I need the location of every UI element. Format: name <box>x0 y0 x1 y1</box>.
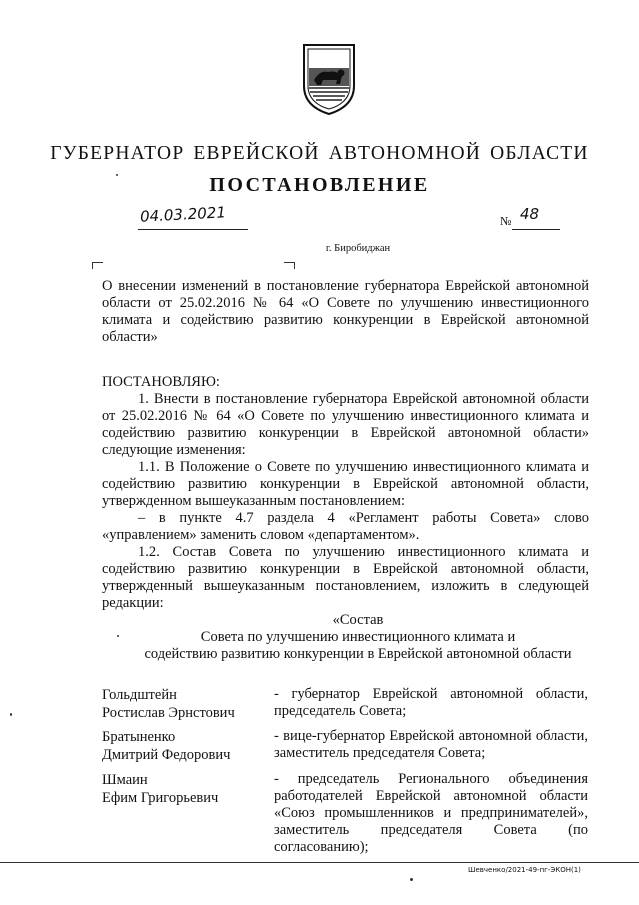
footer-document-code: Шевченко/2021-49-пг-ЭКОН(1) <box>468 866 581 874</box>
composition-heading-line: содействию развитию конкуренции в Еврейской автономной области <box>144 646 572 662</box>
scan-speck <box>116 174 118 176</box>
title-bracket-right <box>284 262 295 269</box>
member-role: - вице-губернатор Еврейской автономной области, заместитель председателя Совета; <box>274 728 588 761</box>
coat-of-arms-emblem <box>300 42 358 116</box>
decree-section <box>102 374 589 612</box>
decree-keyword: ПОСТАНОВЛЯЮ: <box>102 374 220 390</box>
decree-paragraph-1-2: 1.2. Состав Совета по улучшению инвестиционного климата и содействию развитию конкуренции в Еврейской автономной области, утвержденный вышеуказанным постановлением, изложить в следующей редакции: <box>102 544 589 611</box>
scan-speck <box>117 635 119 637</box>
member-surname: Шмаин <box>102 772 148 788</box>
composition-heading-line: «Состав <box>332 612 384 628</box>
title-line: О внесении изменений в постановление губернатора Еврейской автономной <box>102 278 589 294</box>
number-sign: № <box>500 214 512 228</box>
composition-heading <box>0 612 639 663</box>
member-given-names: Дмитрий Федорович <box>102 747 231 763</box>
member-name <box>102 771 272 807</box>
title-line: области» <box>102 329 158 345</box>
issuing-authority: ГУБЕРНАТОР ЕВРЕЙСКОЙ АВТОНОМНОЙ ОБЛАСТИ <box>50 143 589 164</box>
document-number-field <box>512 205 560 230</box>
footer-divider <box>0 862 639 863</box>
decree-paragraph-1: 1. Внести в постановление губернатора Еврейской автономной области от 25.02.2016 № 64 «О Совете по улучшению инвестиционного климата и содействию развитию конкуренции в Еврейской автономной области» следующие изменения: <box>102 391 589 458</box>
issue-city: г. Биробиджан <box>325 243 391 254</box>
member-name <box>102 728 272 764</box>
document-date: 04.03.2021 <box>139 203 227 226</box>
member-role: - председатель Регионального объединения работодателей Еврейской автономной области «Союз промышленников и предпринимателей», заместитель председателя Совета (по согласованию); <box>274 771 588 855</box>
decree-paragraph-1-1-a: – в пункте 4.7 раздела 4 «Регламент работы Совета» слово «управлением» заменить словом «департаментом». <box>102 510 589 543</box>
scan-speck <box>10 713 12 716</box>
title-line: климата и содействию развитию конкуренции в Еврейской автономной <box>102 312 589 328</box>
member-surname: Гольдштейн <box>102 687 177 703</box>
member-name <box>102 686 272 722</box>
member-role: - губернатор Еврейской автономной области, председатель Совета; <box>274 686 588 719</box>
scan-speck <box>410 878 413 881</box>
decree-paragraph-1-1: 1.1. В Положение о Совете по улучшению инвестиционного климата и содействию развитию конкуренции в Еврейской автономной области, утвержденном вышеуказанным постановлением: <box>102 459 589 509</box>
title-line: области от 25.02.2016 № 64 «О Совете по улучшению инвестиционного <box>102 295 589 311</box>
title-bracket-left <box>92 262 103 269</box>
document-date-field <box>138 205 248 230</box>
member-given-names: Ростислав Эрнстович <box>102 705 235 721</box>
member-surname: Братыненко <box>102 729 176 745</box>
document-title <box>102 278 589 346</box>
composition-heading-line: Совета по улучшению инвестиционного климата и <box>200 629 516 645</box>
document-number: 48 <box>520 205 540 223</box>
member-given-names: Ефим Григорьевич <box>102 790 219 806</box>
document-type: ПОСТАНОВЛЕНИЕ <box>209 174 430 196</box>
